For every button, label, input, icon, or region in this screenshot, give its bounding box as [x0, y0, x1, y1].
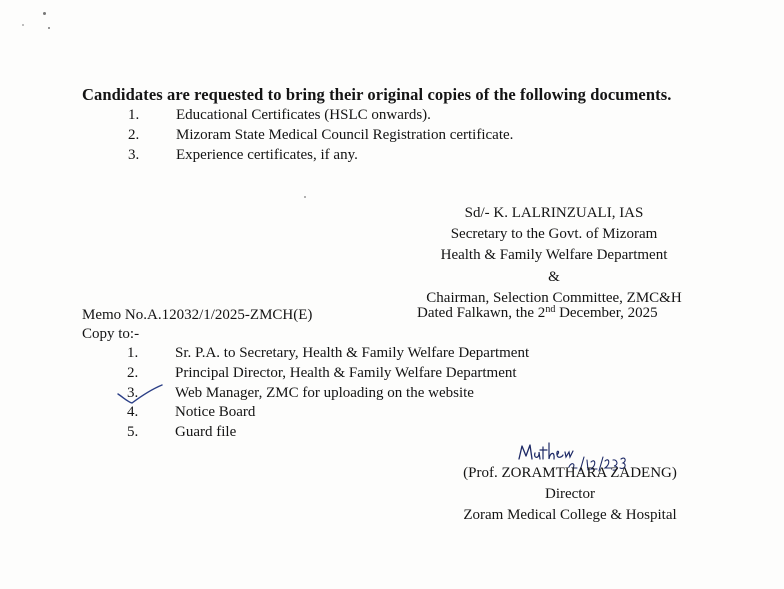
list-text: Web Manager, ZMC for uploading on the website [175, 384, 474, 401]
list-number: 5. [127, 424, 139, 441]
list-text: Sr. P.A. to Secretary, Health & Family Welfare Department [175, 345, 530, 361]
signatory-chairman: Chairman, Selection Committee, ZMC&H [426, 289, 682, 306]
list-number: 1. [127, 345, 139, 361]
memo-date [417, 303, 658, 323]
list-text: Educational Certificates (HSLC onwards). [176, 107, 431, 123]
memo-number: Memo No.A.12032/1/2025-ZMCH(E) [82, 307, 313, 323]
signatory-block [410, 203, 698, 309]
scan-speck [48, 27, 50, 29]
date-prefix: Dated Falkawn, the 2 [417, 305, 546, 321]
list-number: 2. [128, 126, 140, 143]
documents-heading: Candidates are requested to bring their original copies of the following documents. [82, 85, 672, 104]
signatory-designation: Secretary to the Govt. of Mizoram [450, 226, 658, 243]
list-text: Mizoram State Medical Council Registration certificate. [176, 126, 514, 143]
director-block [440, 463, 700, 526]
copy-to-label: Copy to:- [82, 326, 140, 342]
list-number: 1. [128, 107, 140, 123]
scan-speck [304, 196, 306, 198]
list-text: Guard file [175, 424, 237, 441]
list-text: Experience certificates, if any. [176, 146, 358, 163]
list-number: 2. [127, 364, 139, 381]
handwritten-tick-icon [116, 384, 164, 406]
scan-speck [43, 12, 46, 15]
director-institution: Zoram Medical College & Hospital [463, 507, 677, 523]
signatory-ampersand: & [548, 268, 560, 285]
list-number: 4. [127, 404, 139, 421]
list-number: 3. [128, 146, 140, 163]
date-ordinal: nd [545, 304, 556, 315]
director-title: Director [545, 486, 595, 502]
list-text: Notice Board [175, 404, 256, 421]
signatory-name: Sd/- K. LALRINZUALI, IAS [464, 205, 644, 221]
list-text: Principal Director, Health & Family Welfare Department [175, 364, 517, 381]
list-number: 3. [127, 384, 139, 401]
signatory-department: Health & Family Welfare Department [440, 247, 668, 264]
director-name: (Prof. ZORAMTHARA ZADENG) [463, 465, 677, 481]
scan-speck [22, 24, 24, 26]
date-rest: December, 2025 [555, 305, 658, 321]
